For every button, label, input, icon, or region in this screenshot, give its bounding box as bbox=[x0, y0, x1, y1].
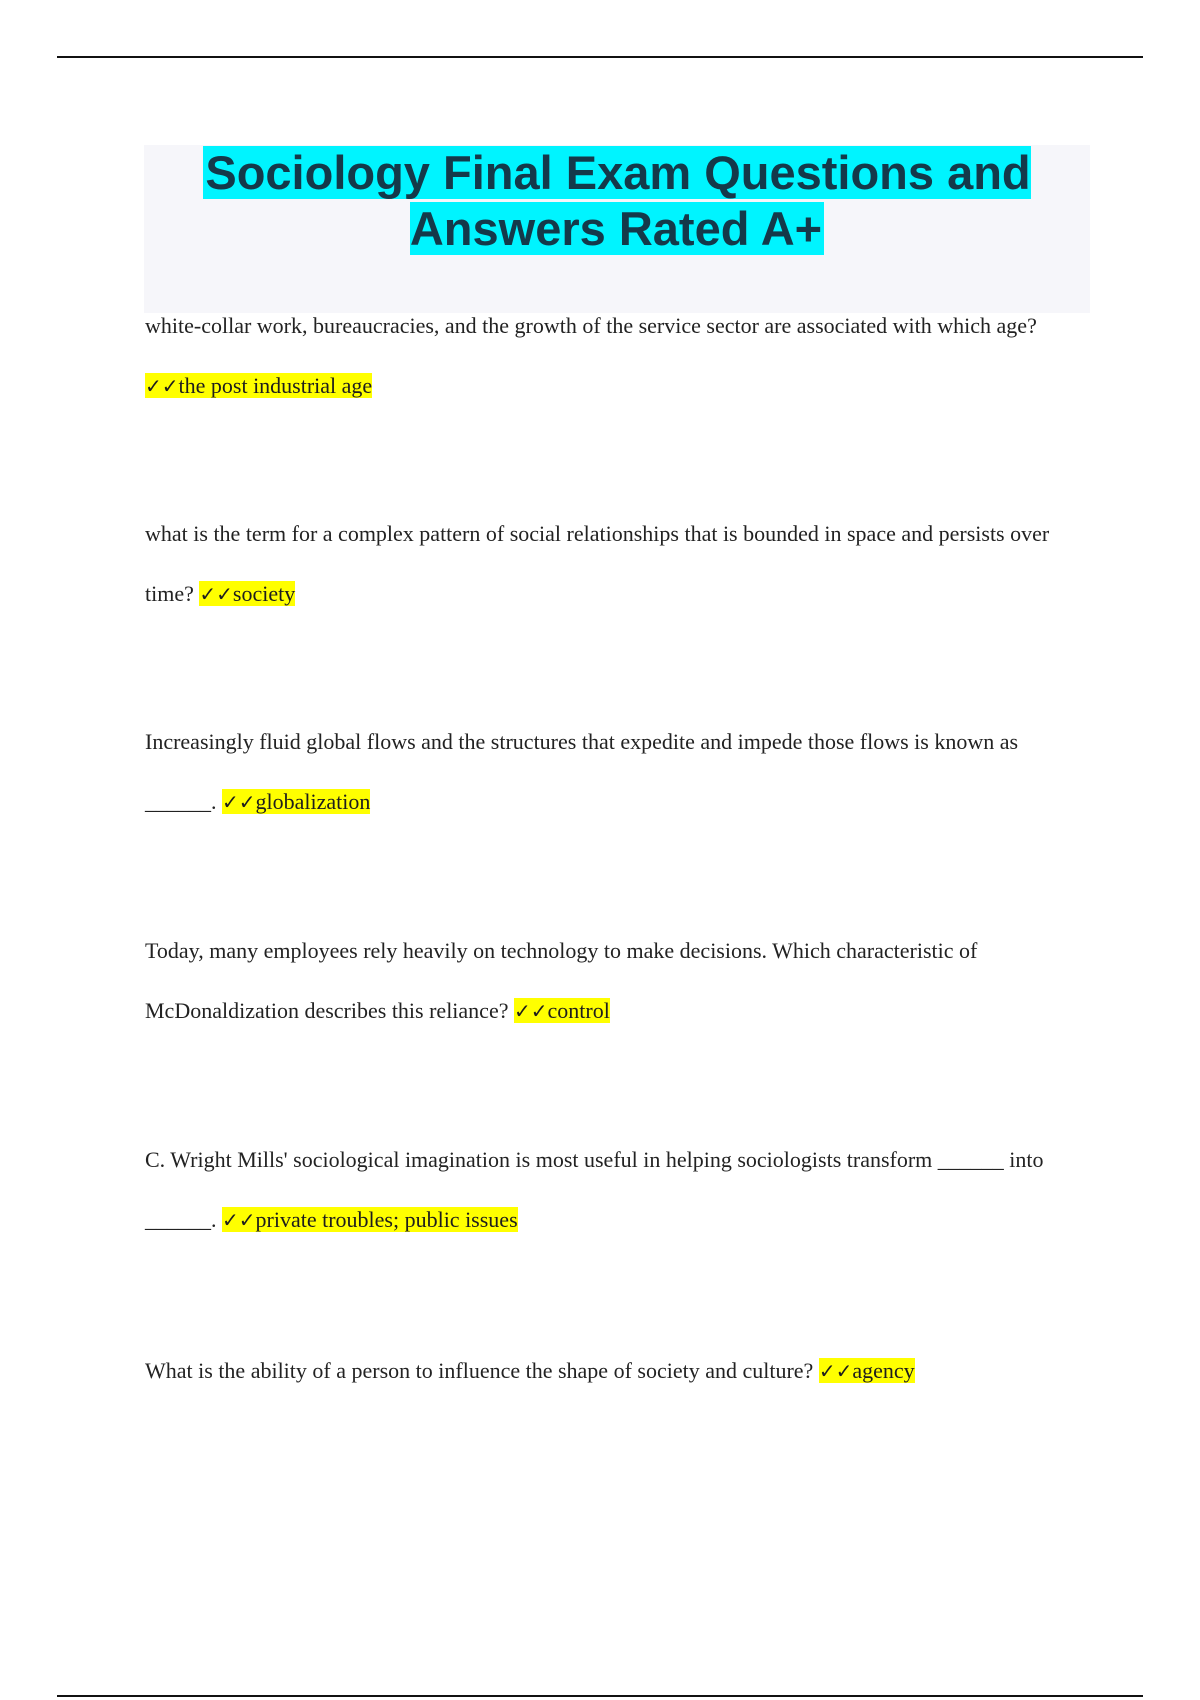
bottom-rule bbox=[57, 1695, 1143, 1697]
qa-item-4 bbox=[145, 921, 1090, 1041]
check-icon: ✓✓ bbox=[818, 1359, 853, 1383]
qa-item-6 bbox=[145, 1356, 1090, 1386]
answer-highlight bbox=[145, 373, 372, 398]
answer-text: the post industrial age bbox=[178, 373, 373, 398]
question-text: white-collar work, bureaucracies, and the growth of the service sector are associated with which age? bbox=[145, 313, 1037, 338]
answer-highlight bbox=[222, 789, 370, 814]
question-text: Increasingly fluid global flows and the structures that expedite and impede those flows is known as ______. bbox=[145, 729, 1019, 814]
answer-text: agency bbox=[852, 1358, 915, 1383]
title-block bbox=[144, 145, 1090, 313]
answer-highlight bbox=[199, 581, 295, 606]
answer-highlight bbox=[819, 1358, 915, 1383]
question-text: C. Wright Mills' sociological imagination is most useful in helping sociologists transform ______ into ______. bbox=[145, 1147, 1044, 1232]
answer-highlight bbox=[222, 1207, 518, 1232]
check-icon: ✓✓ bbox=[145, 374, 179, 398]
answer-text: private troubles; public issues bbox=[255, 1207, 518, 1232]
qa-item-5 bbox=[145, 1130, 1090, 1250]
answer-highlight bbox=[514, 998, 610, 1023]
question-text: what is the term for a complex pattern of social relationships that is bounded in space and persists over time? bbox=[145, 521, 1050, 606]
answer-text: control bbox=[547, 998, 610, 1023]
check-icon: ✓✓ bbox=[199, 582, 233, 606]
check-icon: ✓✓ bbox=[222, 1208, 256, 1232]
check-icon: ✓✓ bbox=[222, 790, 256, 814]
answer-text: globalization bbox=[255, 789, 371, 814]
answer-text: society bbox=[232, 581, 296, 606]
page-title-text: Sociology Final Exam Questions and Answers Rated A+ bbox=[205, 146, 1031, 255]
question-text: Today, many employees rely heavily on technology to make decisions. Which characteristic of McDonaldization describes this reliance? bbox=[145, 938, 978, 1023]
page-title bbox=[144, 145, 1090, 257]
qa-item-1 bbox=[145, 296, 1090, 416]
question-text: What is the ability of a person to influence the shape of society and culture? bbox=[145, 1358, 814, 1383]
top-rule bbox=[57, 56, 1143, 58]
qa-item-3 bbox=[145, 712, 1090, 832]
qa-item-2 bbox=[145, 504, 1090, 624]
check-icon: ✓✓ bbox=[513, 999, 548, 1023]
